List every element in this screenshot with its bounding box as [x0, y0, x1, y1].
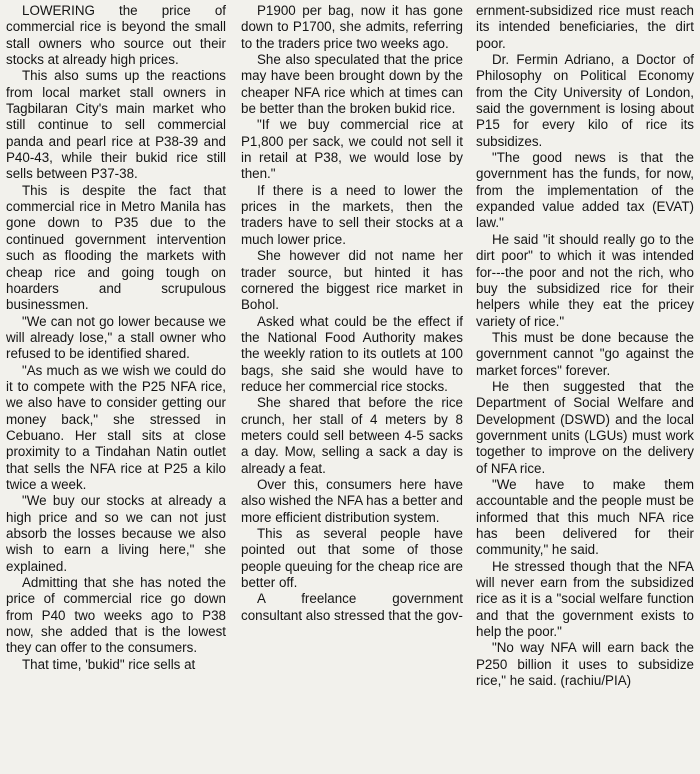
article-paragraph: If there is a need to lower the prices in the markets, then the traders have to sell their stocks at a much lower price.	[241, 182, 463, 247]
article-paragraph: She however did not name her trader source, but hinted it has cornered the biggest rice market in Bohol.	[241, 248, 463, 313]
article-paragraph: He said "it should really go to the dirt poor" to which it was intended for---the poor and not the rich, who buy the subsidized rice for their helpers while they eat the pricey variety of rice."	[476, 231, 694, 329]
article-paragraph: This is despite the fact that commercial rice in Metro Manila has gone down to P35 due to the continued government intervention such as flooding the markets with cheap rice and going tough on hoarders and scrupulous businessmen.	[6, 182, 226, 313]
article-paragraph: P1900 per bag, now it has gone down to P1700, she admits, referring to the traders price two weeks ago.	[241, 3, 463, 51]
article-paragraph: He stressed though that the NFA will never earn from the subsidized rice as it is a "social welfare function and that the government exists to help the poor."	[476, 558, 694, 640]
article-column-2	[241, 3, 463, 773]
article-column-1	[6, 3, 226, 773]
article-paragraph: ernment-subsidized rice must reach its intended beneficiaries, the dirt poor.	[476, 3, 694, 51]
article-paragraph: "We can not go lower because we will already lose," a stall owner who refused to be identified shared.	[6, 313, 226, 362]
article-paragraph: This as several people have pointed out that some of those people queuing for the cheap rice are better off.	[241, 526, 463, 591]
article-paragraph: "We have to make them accountable and the people must be informed that this much NFA rice has been delivered for their community," he said.	[476, 476, 694, 558]
article-paragraph: That time, 'bukid" rice sells at	[22, 656, 196, 672]
article-paragraph: Admitting that she has noted the price of commercial rice go down from P40 two weeks ago to P38 now, she added that is the lowest they can offer to the consumers.	[6, 575, 226, 656]
article-paragraph: This must be done because the government cannot "go against the market forces" forever.	[476, 329, 694, 378]
article-paragraph: "If we buy commercial rice at P1,800 per sack, we could not sell it in retail at P38, we would lose by then."	[241, 117, 463, 182]
article-paragraph: Dr. Fermin Adriano, a Doctor of Philosophy on Political Economy from the City University of London, said the government is losing about P15 for every kilo of rice its subsidizes.	[476, 52, 694, 149]
article-paragraph: Asked what could be the effect if the National Food Authority makes the weekly ration to its outlets at 100 bags, she said she would have to reduce her commercial rice stocks.	[241, 313, 463, 394]
article-paragraph: This also sums up the reactions from local market stall owners in Tagbilaran City's main market who still continue to sell commercial panda and pearl rice at P38-39 and P40-43, while their bukid rice still sells between P37-38.	[6, 68, 226, 182]
article-column-3	[476, 3, 694, 773]
article-paragraph: "We buy our stocks at already a high price and so we can not just absorb the losses because we also wish to earn a living here," she explained.	[6, 493, 226, 574]
article-paragraph: "As much as we wish we could do it to compete with the P25 NFA rice, we also have to consider getting our money back," she stressed in Cebuano. Her stall sits at close proximity to a Tindahan Natin outlet that sells the NFA rice at P25 a kilo twice a week.	[6, 362, 226, 492]
article-paragraph: Over this, consumers here have also wished the NFA has a better and more efficient distribution system.	[241, 476, 463, 525]
article-paragraph: LOWERING the price of commercial rice is beyond the small stall owners who source out their stocks at already high prices.	[6, 3, 226, 68]
article-paragraph: "No way NFA will earn back the P250 billion it uses to subsidize rice," he said. (rachiu/PIA)	[476, 640, 694, 689]
article-paragraph: She also speculated that the price may have been brought down by the cheaper NFA rice which at times can be better than the broken bukid rice.	[241, 52, 463, 117]
article-paragraph: He then suggested that the Department of Social Welfare and Development (DSWD) and the local government units (LGUs) must work together to improve on the delivery of NFA rice.	[476, 378, 694, 476]
article-paragraph: A freelance government consultant also stressed that the gov-	[241, 591, 463, 623]
article-paragraph: She shared that before the rice crunch, her stall of 4 meters by 8 meters could sell between 4-5 sacks a day. Mow, selling a sack a day is already a feat.	[241, 395, 463, 476]
article-paragraph: "The good news is that the government has the funds, for now, from the implementation of the expanded value added tax (EVAT) law."	[476, 150, 694, 231]
